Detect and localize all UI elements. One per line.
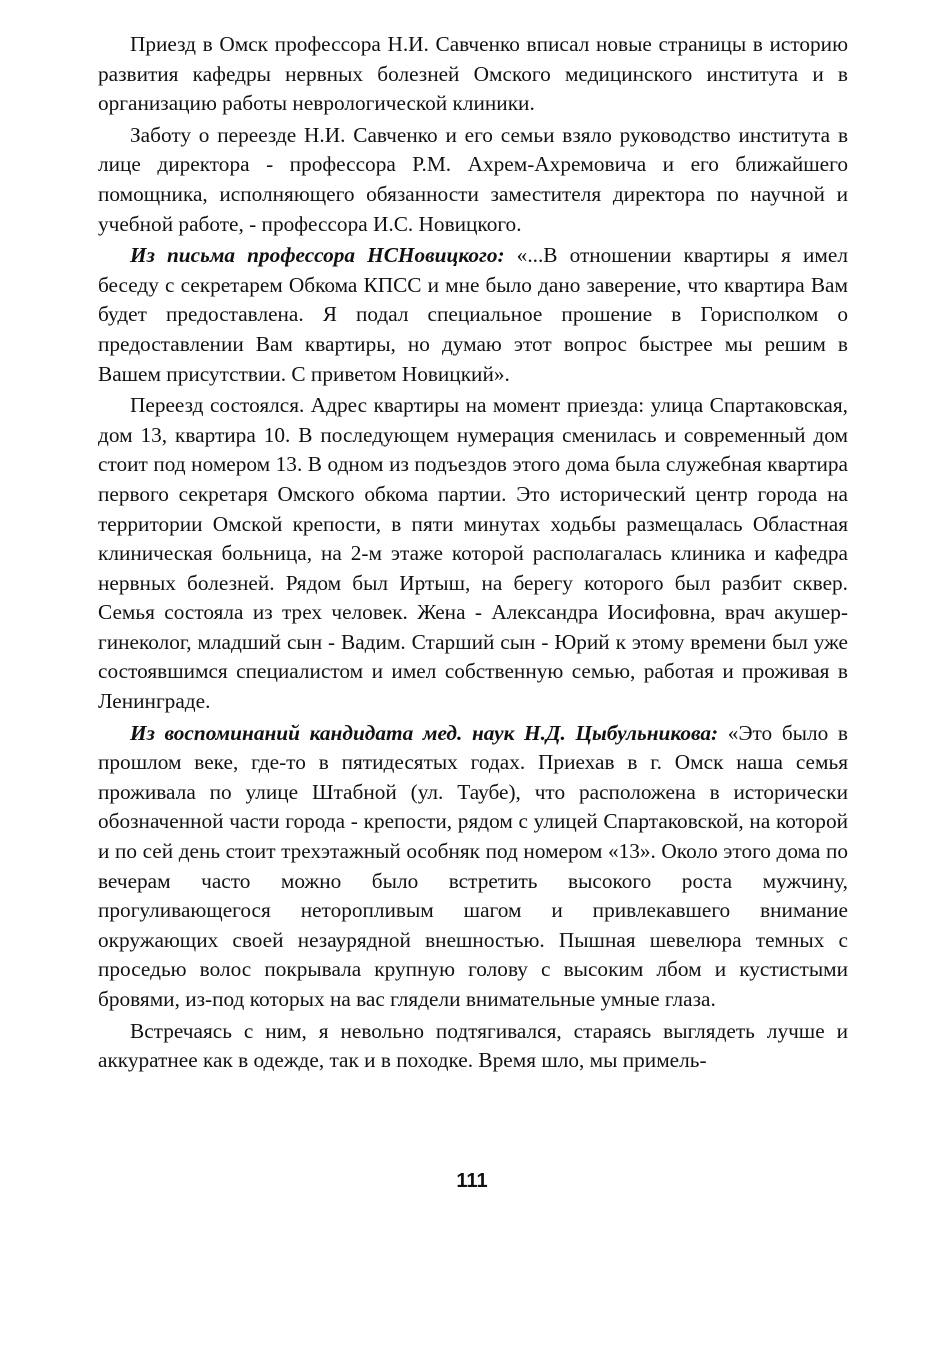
paragraph-text: Заботу о переезде Н.И. Савченко и его семьи взяло руководство института в лице директора - профессора Р.М. Ахрем-Ахремовича и его ближайшего помощника, исполняющего обязанности заместителя директора по научной и учебной работе, - профессора И.С. Новицкого. <box>98 122 848 236</box>
paragraph <box>98 391 848 717</box>
paragraph-text: «...В отношении квартиры я имел беседу с секретарем Обкома КПСС и мне было дано заверение, что квартира Вам будет предоставлена. Я подал специальное прошение в Горисполком о предоставлении Вам квартиры, но думаю этот вопрос быстрее мы решим в Вашем присутствии. С приветом Новицкий». <box>98 243 848 386</box>
paragraph <box>98 241 848 389</box>
paragraph-lead: Из письма профессора НСНовицкого: <box>130 243 505 268</box>
page-number: 111 <box>456 1170 488 1192</box>
paragraph-text: Переезд состоялся. Адрес квартиры на момент приезда: улица Спартаковская, дом 13, квартира 10. В последующем нумерация сменилась и современный дом стоит под номером 13. В одном из подъездов этого дома была служебная квартира первого секретаря Омского обкома партии. Это исторический центр города на территории Омской крепости, в пяти минутах ходьбы размещалась Областная клиническая больница, на 2-м этаже которой располагалась клиника и кафедра нервных болезней. Рядом был Иртыш, на берегу которого был разбит сквер. Семья состояла из трех человек. Жена - Александра Иосифовна, врач акушер-гинеколог, младший сын - Вадим. Старший сын - Юрий к этому времени был уже состоявшимся специалистом и имел собственную семью, работая и проживая в Ленинграде. <box>98 393 848 714</box>
paragraph <box>98 719 848 1015</box>
paragraph <box>98 30 848 119</box>
paragraph-text: Приезд в Омск профессора Н.И. Савченко вписал новые страницы в историю развития кафедры нервных болезней Омского медицинского института и в организацию работы неврологической клиники. <box>98 32 848 116</box>
paragraph-lead: Из воспоминаний кандидата мед. наук Н.Д. Цыбульникова: <box>130 720 719 745</box>
paragraph-text: Встречаясь с ним, я невольно подтягивался, стараясь выглядеть лучше и аккуратнее как в одежде, так и в походке. Время шло, мы примель- <box>98 1018 848 1073</box>
paragraph <box>98 1017 848 1076</box>
page-body <box>98 30 848 1076</box>
paragraph <box>98 121 848 239</box>
paragraph-text: «Это было в прошлом веке, где-то в пятидесятых годах. Приехав в г. Омск наша семья проживала по улице Штабной (ул. Таубе), что расположена в исторически обозначенной части города - крепости, рядом с улицей Спартаковской, на которой и по сей день стоит трехэтажный особняк под номером «13». Около этого дома по вечерам часто можно было встретить высокого роста мужчину, прогуливающегося неторопливым шагом и привлекавшего внимание окружающих своей незаурядной внешностью. Пышная шевелюра темных с проседью волос покрывала крупную голову с высоким лбом и кустистыми бровями, из-под которых на вас глядели внимательные умные глаза. <box>98 720 848 1011</box>
